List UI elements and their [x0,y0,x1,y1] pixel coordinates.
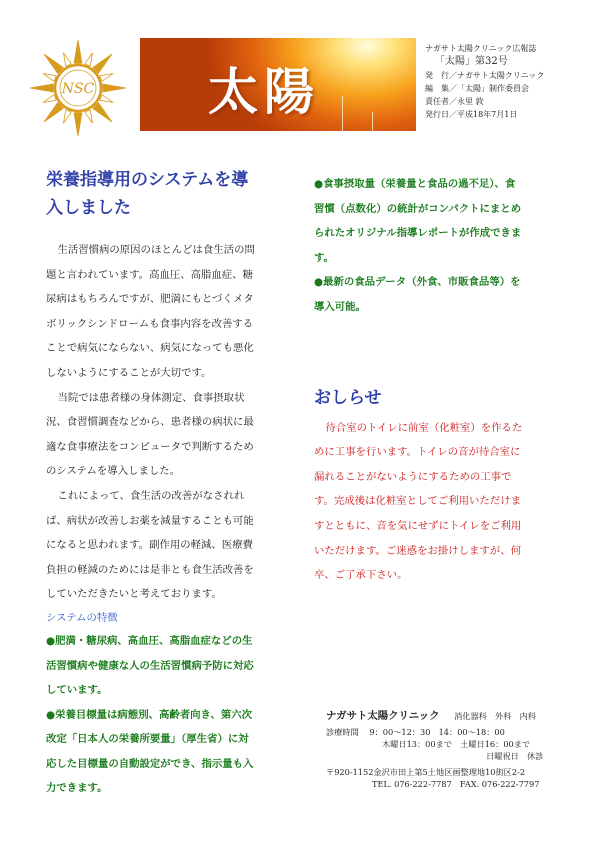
bullet-line: ●食事摂取量（栄養量と食品の過不足）、食 [314,178,516,190]
clinic-footer [326,708,558,790]
article-title-line: 入しました [46,198,131,218]
issue-number: 「太陽」第32号 [435,56,508,67]
para-line: 題と言われています。高血圧、高脂血症、糖 [46,268,253,281]
responsible-line: 責任者／永里 敦 [425,97,484,106]
para-line: のシステムを導入しました。 [46,465,181,478]
bullet-line: ●栄養目標量は病態別、高齢者向き、第六次 [46,708,253,721]
notice-title: おしらせ [314,387,382,408]
bullet-line: 導入可能。 [314,300,366,313]
sun-ray-icon [100,95,113,103]
sun-ray-icon [103,84,126,92]
bullet-line: 習慣（点数化）の統計がコンパクトにまとめ [314,202,522,215]
notice-line: 待合室のトイレに前室（化粧室）を作るた [325,421,523,434]
feature-bullet [314,270,560,319]
bullet-line: しています。 [46,684,108,697]
article-title-line: 栄養指導用のシステムを導 [46,170,249,190]
feature-bullet [46,629,298,703]
publisher-line: 発 行／ナガサト太陽クリニック [425,71,545,80]
bullet-line: 応した目標量の自動設定ができ、指示量も入 [46,757,254,770]
clinic-contact: TEL. 076-222-7787 FAX. 076-222-7797 [372,779,540,789]
hours-thu-sat: 木曜日13：00まで 土曜日16：00まで [382,739,531,749]
para-line: これによって、食生活の改善がなされれ [57,489,245,502]
feature-bullet [314,172,560,270]
notice-line: いただけます。ご迷惑をお掛けしますが、何 [314,544,521,557]
para-line: ボリックシンドロームも食事内容を改善する [46,317,254,330]
sun-ray-icon [85,53,93,66]
hours-weekday: 9：00～12：30 14：00～18：00 [369,727,505,737]
bullet-line: 力できます。 [46,782,108,795]
para-line: 生活習慣病の原因のほとんどは食生活の問 [57,244,255,256]
closed-days: 日曜祝日 休診 [486,751,544,761]
bullet-line: ●肥満・糖尿病、高血圧、高脂血症などの生 [46,634,253,647]
article-right-column [314,172,560,588]
article-title [46,166,298,222]
sun-ray-icon [93,103,112,122]
notice-line: 卒、ご了承下さい。 [314,569,408,582]
notice-line: す。完成後は化粧室としてご利用いただけま [314,495,521,508]
clinic-address: 〒920-1152金沢市田上第5土地区画整理地10街区2-2 [326,767,526,777]
para-line: になると思われます。副作用の軽減、医療費 [46,539,253,552]
sun-ray-icon [100,73,113,81]
para-line: 負担の軽減のためには是非とも食生活改善を [46,563,254,576]
issue-date: 発行日／平成18年7月1日 [425,110,518,119]
sun-ray-icon [74,40,82,63]
feature-bullet [46,703,298,801]
sun-ray-icon [44,103,63,122]
clinic-departments: 消化器科 外科 内科 [454,711,536,721]
sun-ray-icon [85,110,93,123]
banner-title: 太陽 [208,62,320,121]
masthead-info [425,42,593,121]
para-line: 尿病はもちろんですが、肥満にもとづくメタ [46,293,254,306]
sun-ray-icon [44,54,63,73]
logo-text: NSC [61,81,95,97]
sun-ray-icon [63,110,71,123]
article-paragraph [46,386,298,484]
para-line: 当院では患者様の身体測定、食事摂取状 [57,391,245,404]
sun-ray-icon [43,73,56,81]
notice-body [314,416,560,588]
sun-logo [28,38,128,138]
sun-ray-icon [74,113,82,136]
clinic-name: ナガサト太陽クリニック [326,710,440,722]
sun-ray-icon [63,53,71,66]
hours-label: 診療時間 [326,727,359,737]
notice-line: めに工事を行います。トイレの音が待合室に [314,446,521,459]
para-line: ば、病状が改善しお薬を減量することも可能 [46,514,254,527]
para-line: していただきたいと考えております。 [46,588,222,601]
notice-line: すとともに、音を気にせずにトイレをご利用 [314,519,522,532]
sun-banner [140,38,416,131]
features-heading: システムの特徴 [46,611,118,624]
para-line: 適な食事療法をコンピュータで判断するため [46,440,254,453]
bullet-line: ●最新の食品データ（外食、市販食品等）を [314,276,521,289]
article-left-column [46,166,298,801]
bullet-line: 活習慣病や健康な人の生活習慣病予防に対応 [46,659,254,672]
para-line: ことで病気にならない、病気になっても悪化 [46,342,254,355]
para-line: しないようにすることが大切です。 [46,366,212,379]
sun-ray-icon [43,95,56,103]
article-paragraph [46,484,298,607]
article-paragraph [46,238,298,386]
publication-name: ナガサト太陽クリニック広報誌 [425,44,537,53]
bullet-line: す。 [314,251,334,264]
sun-ray-icon [93,54,112,73]
notice-line: 漏れることがないようにするための工事で [314,470,512,483]
sun-ray-icon [30,84,53,92]
para-line: 況、食習慣調査などから、患者様の病状に最 [46,416,254,429]
bullet-line: 改定「日本人の栄養所要量」（厚生省）に対 [46,733,249,746]
bullet-line: られたオリジナル指導レポートが作成できま [314,227,522,240]
editor-line: 編 集／「太陽」制作委員会 [425,84,529,93]
